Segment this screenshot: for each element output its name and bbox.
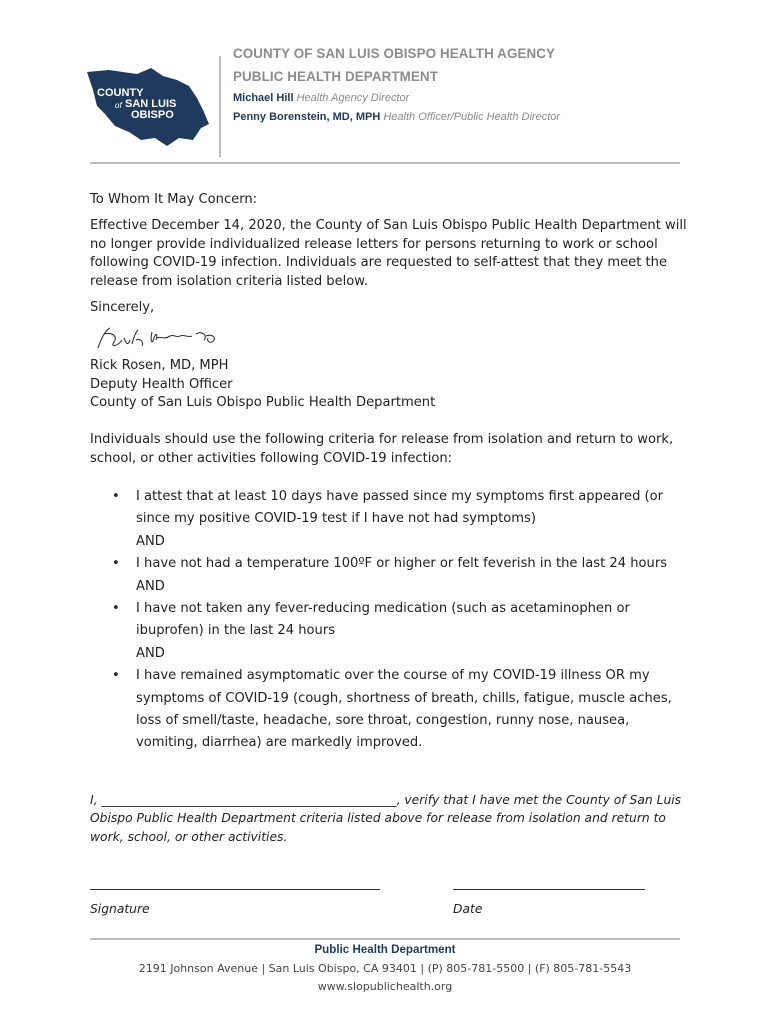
criteria-item: [112, 486, 692, 553]
bullet-icon: •: [112, 668, 120, 684]
closing: Sincerely,: [90, 300, 155, 315]
criteria-text: I have not taken any fever-reducing medication (such as acetaminophen or ibuprofen) in the last 24 hours: [136, 601, 630, 639]
signature-label: Signature: [90, 902, 150, 916]
salutation: To Whom It May Concern:: [90, 192, 258, 207]
logo-word-county: COUNTY: [97, 87, 144, 99]
criteria-intro: Individuals should use the following criteria for release from isolation and return to work, school, or other activities following COVID-19 infection:: [90, 432, 674, 466]
criteria-item: [112, 598, 692, 665]
criteria-item: [112, 665, 692, 755]
signer-name: Rick Rosen, MD, MPH: [90, 358, 229, 373]
official-director: [233, 92, 409, 104]
bullet-icon: •: [112, 489, 120, 504]
signer-title: Deputy Health Officer: [90, 376, 233, 392]
footer-divider: [90, 938, 680, 940]
criteria-text: I have not had a temperature 100ºF or higher or felt feverish in the last 24 hours: [136, 556, 668, 572]
department-name: PUBLIC HEALTH DEPARTMENT: [233, 69, 438, 84]
criteria-connector: AND: [136, 578, 165, 594]
logo-word-of: of: [115, 101, 122, 110]
official-name: Michael Hill: [233, 92, 294, 104]
signer-organization: County of San Luis Obispo Public Health Department: [90, 395, 436, 411]
signature-line[interactable]: [90, 889, 380, 890]
intro-paragraph: Effective December 14, 2020, the County of San Luis Obispo Public Health Department will no longer provide individualized release letters for persons returning to work or school following COVID-19 infection. Individuals are requested to self-attest that they meet the release from isolation criteria listed below.: [90, 218, 687, 289]
criteria-item: [112, 553, 692, 598]
criteria-text: I have remained asymptomatic over the course of my COVID-19 illness OR my symptoms of COVID-19 (cough, shortness of breath, chills, fatigue, muscle aches, loss of smell/taste, headache, sore throat, congestion, runny nose, nausea, vomiting, diarrhea) are markedly improved.: [136, 668, 672, 751]
criteria-connector: AND: [136, 645, 165, 661]
official-name: Penny Borenstein, MD, MPH: [233, 111, 381, 123]
criteria-connector: AND: [136, 533, 165, 549]
header-divider: [90, 162, 680, 164]
bullet-icon: •: [112, 601, 120, 617]
handwritten-signature: [92, 322, 242, 358]
agency-name: COUNTY OF SAN LUIS OBISPO HEALTH AGENCY: [233, 46, 556, 61]
official-health-officer: [233, 111, 560, 123]
official-title: Health Officer/Public Health Director: [383, 111, 561, 123]
header-divider-vertical: [219, 56, 221, 157]
county-logo: [85, 66, 211, 146]
signer-block: [90, 357, 435, 413]
logo-word-obispo: OBISPO: [131, 109, 174, 121]
criteria-list: [112, 486, 692, 755]
footer-website: www.slopublichealth.org: [317, 980, 453, 993]
bullet-icon: •: [112, 556, 120, 572]
criteria-text: I attest that at least 10 days have passed since my symptoms first appeared (or since my positive COVID-19 test if I have not had symptoms): [136, 489, 664, 527]
footer-title: Public Health Department: [314, 943, 456, 956]
footer-address: 2191 Johnson Avenue | San Luis Obispo, CA 93401 | (P) 805-781-5500 | (F) 805-781-5543: [138, 962, 632, 975]
date-label: Date: [453, 902, 483, 916]
official-title: Health Agency Director: [296, 92, 410, 104]
logo-word-san-luis: SAN LUIS: [125, 98, 177, 110]
attestation-statement: I, ________________________________________________, verify that I have met the County of San Luis Obispo Public Health Department criteria listed above for release from isolation and return to work, school, or other activities.: [90, 793, 682, 844]
date-line[interactable]: [453, 889, 645, 890]
